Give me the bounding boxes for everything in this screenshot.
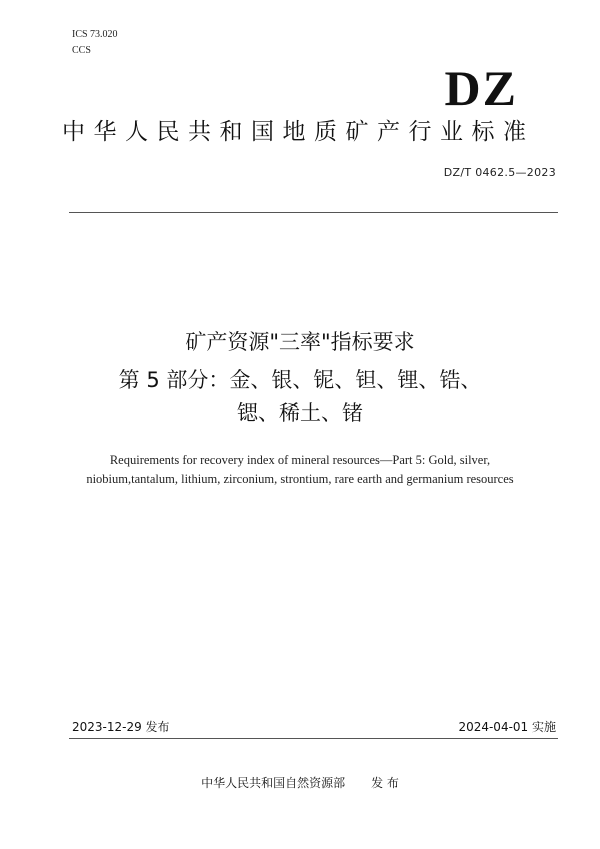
dz-logo: DZ — [444, 60, 518, 116]
top-divider — [69, 212, 558, 213]
standard-number: DZ/T 0462.5—2023 — [443, 166, 556, 179]
publisher-action: 发 布 — [371, 776, 399, 790]
ics-code: ICS 73.020 — [72, 29, 118, 40]
ccs-code: CCS — [72, 45, 91, 56]
en-title-line-1: Requirements for recovery index of mineral resources—Part 5: Gold, silver, — [109, 453, 491, 467]
cn-title-line-2: 第 5 部分：金、银、铌、钽、锂、锆、 — [118, 368, 482, 392]
standard-title: 中华人民共和国地质矿产行业标准 — [62, 119, 535, 145]
cn-title-line-3: 锶、稀土、锗 — [237, 401, 363, 425]
issue-date: 2023-12-29 发布 — [72, 720, 170, 734]
en-title-line-2: niobium,tantalum, lithium, zirconium, strontium, rare earth and germanium resources — [86, 472, 514, 486]
cn-title-line-1: 矿产资源"三率"指标要求 — [185, 330, 415, 354]
bottom-divider — [69, 738, 558, 739]
publisher-name: 中华人民共和国自然资源部 — [201, 776, 346, 790]
implementation-date: 2024-04-01 实施 — [458, 720, 556, 734]
publisher-line — [0, 774, 600, 791]
